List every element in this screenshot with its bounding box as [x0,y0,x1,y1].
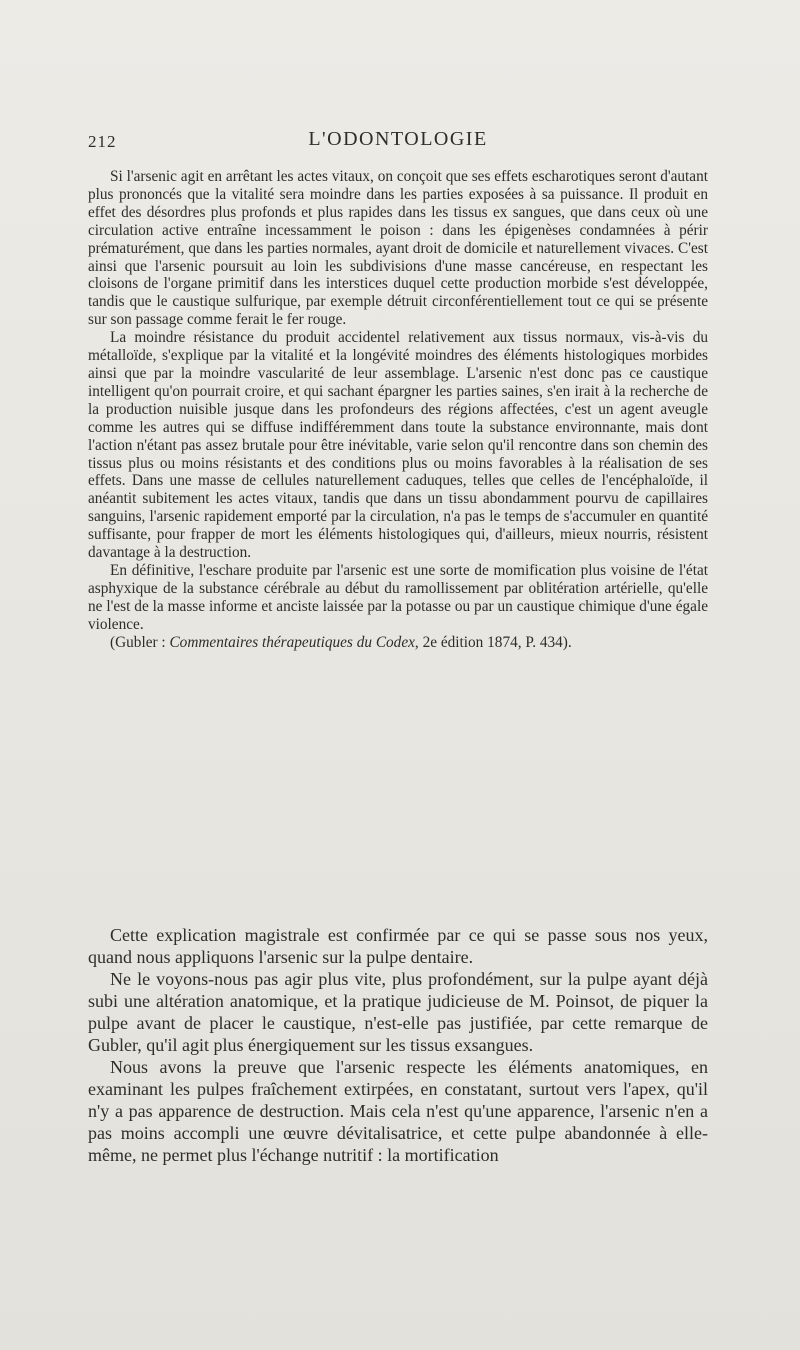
page-header [88,128,708,158]
quote-paragraph: La moindre résistance du produit accidentel relativement aux tissus normaux, vis-à-vis du métalloïde, s'explique par la vitalité et la longévité moindres des éléments histologiques morbides ainsi que par la moindre vascularité de leur assemblage. L'arsenic n'est donc pas ce caustique intelligent qu'on pourrait croire, et qui sachant épargner les parties saines, s'en irait à la recherche de la production nuisible jusque dans les profondeurs des régions affectées, c'est un agent aveugle comme les autres qui se diffuse indifféremment dans toute la substance environnante, mais dont l'action n'étant pas assez brutale pour être inévitable, varie selon qu'il rencontre dans son chemin des tissus plus ou moins résistants et des conditions plus ou moins favorables à la réalisation de ses effets. Dans une masse de cellules naturellement caduques, telles que celles de l'encéphaloïde, il anéantit subitement les actes vitaux, tandis que dans un tissu abondamment pourvu de capillaires sanguins, l'arsenic rapidement emporté par la circulation, n'a pas le temps de s'accumuler en quantité suffisante, pour frapper de mort les éléments histologiques qui, d'ailleurs, mieux nourris, résistent davantage à la destruction. [88,329,708,562]
quote-paragraph: Si l'arsenic agit en arrêtant les actes vitaux, on conçoit que ses effets escharotiques seront d'autant plus prononcés que la vitalité sera moindre dans les parties exposées à sa puissance. Il produit en effet des désordres plus profonds et plus rapides dans les tissus ex sangues, que dans ceux où une circulation active entraîne incessamment le poison : dans les épigenèses condamnées à périr prématurément, que dans les parties normales, ayant droit de domicile et naturellement vivaces. C'est ainsi que l'arsenic poursuit au loin les subdivisions d'une masse cancéreuse, en respectant les cloisons de l'organe primitif dans les interstices duquel cette production morbide s'est développée, tandis que le caustique sulfurique, par exemple détruit circonférentiellement tout ce qui se présente sur son passage comme ferait le fer rouge. [88,168,708,329]
running-title: L'ODONTOLOGIE [308,128,488,150]
citation-title: Commentaires thérapeutiques du Codex [169,633,415,651]
page-number: 212 [88,132,117,151]
citation-suffix: , 2e édition 1874, P. 434). [414,633,572,651]
main-text [88,924,708,1166]
citation-prefix: (Gubler : [110,633,170,651]
quoted-passage [88,168,708,651]
body-paragraph: Nous avons la preuve que l'arsenic respecte les éléments anatomiques, en examinant les pulpes fraîchement extirpées, en constatant, surtout vers l'apex, qu'il n'y a pas apparence de destruction. Mais cela n'est qu'une apparence, l'arsenic n'en a pas moins accompli une œuvre dévitalisatrice, et cette pulpe abandonnée à elle-même, ne permet plus l'échange nutritif : la mortification [88,1057,708,1165]
quote-paragraph: En définitive, l'eschare produite par l'arsenic est une sorte de momification plus voisine de l'état asphyxique de la substance cérébrale au début du ramollissement par oblitération artérielle, qu'elle ne l'est de la masse informe et anciste laissée par la potasse ou par un caustique chimique d'une égale violence. [88,561,708,633]
body-paragraph: Cette explication magistrale est confirmée par ce qui se passe sous nos yeux, quand nous appliquons l'arsenic sur la pulpe dentaire. [88,925,708,967]
body-paragraph: Ne le voyons-nous pas agir plus vite, plus profondément, sur la pulpe ayant déjà subi une altération anatomique, et la pratique judicieuse de M. Poinsot, de piquer la pulpe avant de placer le caustique, n'est-elle pas justifiée, par cette remarque de Gubler, qu'il agit plus énergiquement sur les tissus exsangues. [88,969,708,1055]
citation [88,634,708,652]
